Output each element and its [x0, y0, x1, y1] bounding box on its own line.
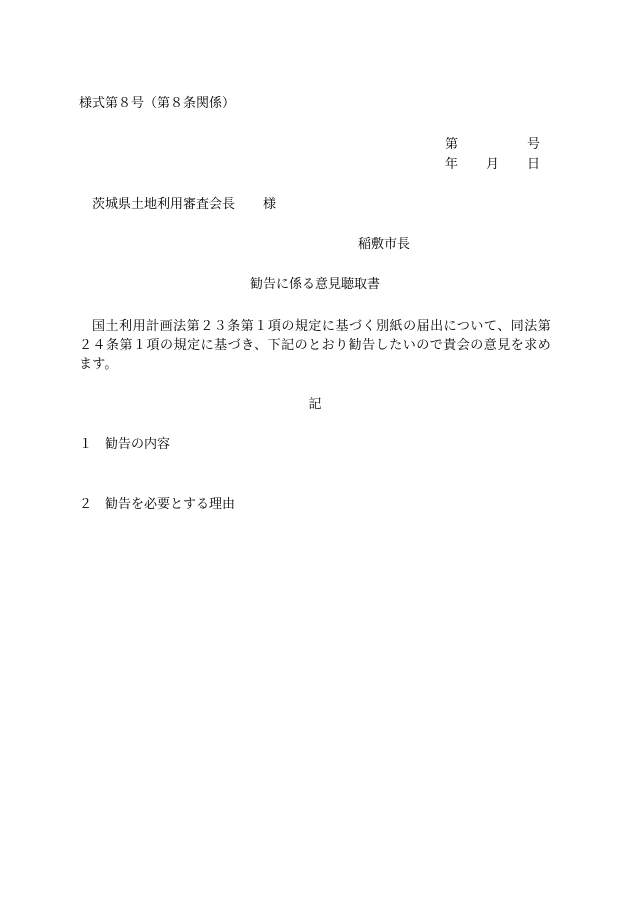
item-label: 勧告の内容 — [105, 437, 171, 452]
number-prefix: 第 — [445, 137, 459, 152]
document-title — [0, 277, 630, 293]
addressee-honorific: 様 — [263, 197, 277, 212]
form-label: 様式第８号（第８条関係） — [79, 96, 236, 111]
addressee — [92, 197, 276, 213]
date-year: 年 — [445, 157, 459, 172]
ki-heading: 記 — [308, 397, 322, 412]
list-item — [79, 497, 235, 513]
sender: 稲敷市長 — [358, 237, 411, 252]
item-number: １ — [79, 437, 93, 452]
date-day: 日 — [527, 157, 541, 172]
item-number: ２ — [79, 497, 93, 512]
number-suffix: 号 — [527, 137, 541, 152]
addressee-name: 茨城県土地利用審査会長 — [92, 197, 236, 212]
date-month: 月 — [486, 157, 500, 172]
body-paragraph: 国土利用計画法第２３条第１項の規定に基づく別紙の届出について、同法第２４条第１項の規定に基づき、下記のとおり勧告したいので貴会の意見を求めます。 — [79, 319, 551, 372]
item-label: 勧告を必要とする理由 — [105, 497, 236, 512]
document-title-text: 勧告に係る意見聴取書 — [249, 277, 380, 292]
list-item — [79, 437, 170, 453]
